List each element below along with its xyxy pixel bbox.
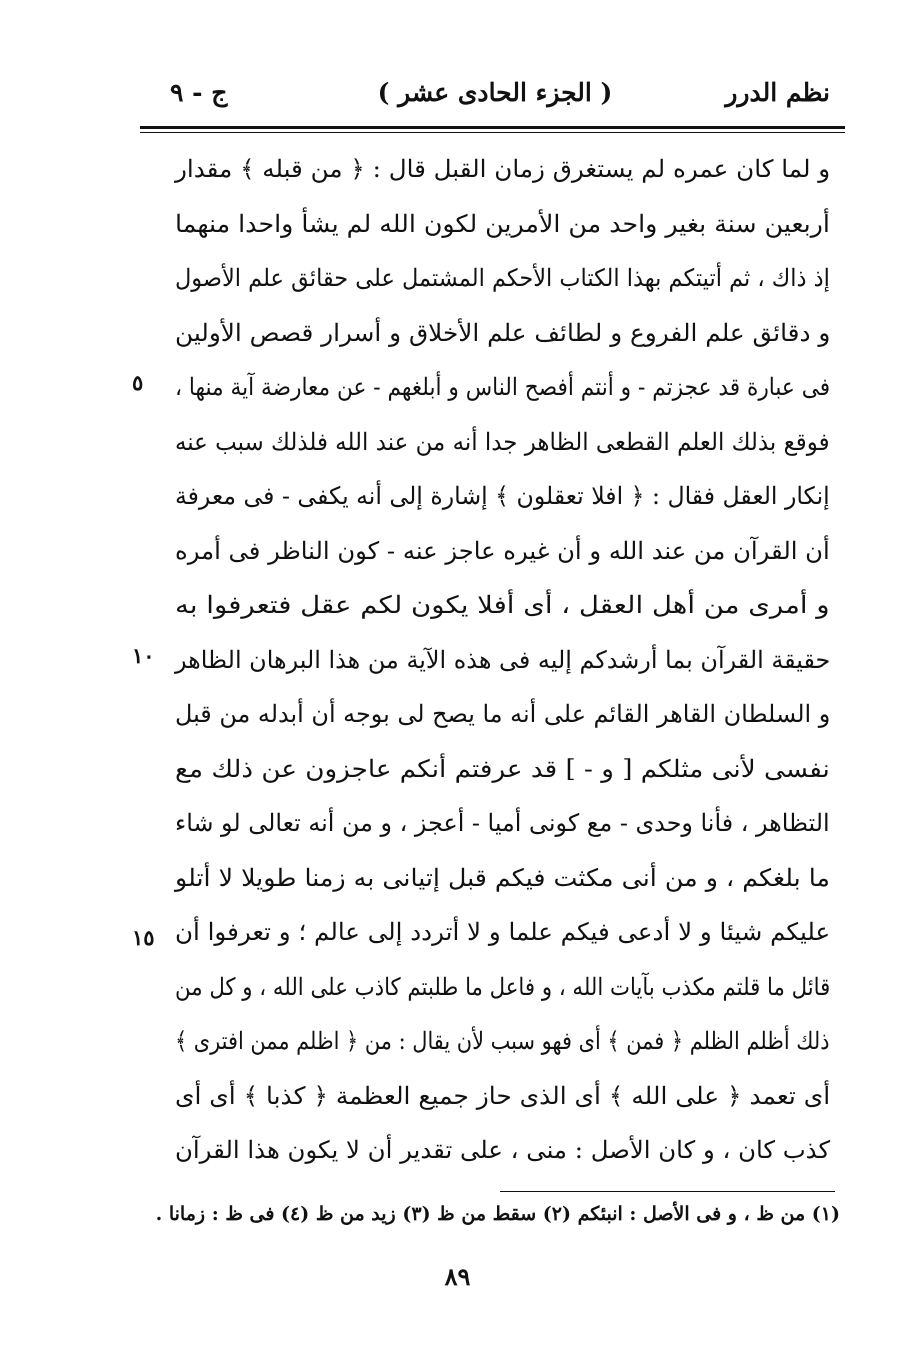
footnote-rule xyxy=(500,1191,835,1192)
book-title: نظم الدرر xyxy=(725,78,830,107)
header-rule-thick xyxy=(140,126,845,129)
text-line: و أمرى من أهل العقل ، أى أفلا يكون لكم عقل فتعرفوا به xyxy=(175,591,830,619)
text-line: نفسى لأنى مثلكم [ و - ] قد عرفتم أنكم عاجزون عن ذلك مع xyxy=(175,754,830,783)
text-line: عليكم شيئا و لا أدعى فيكم علما و لا أتردد إلى عالم ؛ و تعرفوا أن xyxy=(174,918,830,946)
header-rule-thin xyxy=(140,132,845,133)
text-line: حقيقة القرآن بما أرشدكم إليه فى هذه الآية من هذا البرهان الظاهر xyxy=(174,645,830,674)
text-line: فى عبارة قد عجزتم - و أنتم أفصح الناس و أبلغهم - عن معارضة آية منها ، xyxy=(174,373,830,401)
text-line: و السلطان القاهر القائم على أنه ما يصح لى بوجه أن أبدله من قبل xyxy=(174,700,830,728)
line-number-10: ١٠ xyxy=(132,643,155,668)
text-line: ما بلغكم ، و من أنى مكثت فيكم قبل إتيانى به زمنا طويلا لا أتلو xyxy=(175,863,830,892)
running-header xyxy=(160,78,830,118)
text-line: إذ ذاك ، ثم أتيتكم بهذا الكتاب الأحكم المشتمل على حقائق علم الأصول xyxy=(175,264,830,292)
text-line: أن القرآن من عند الله و أن غيره عاجز عنه - كون الناظر فى أمره xyxy=(175,536,830,565)
text-line: و دقائق علم الفروع و لطائف علم الأخلاق و أسرار قصص الأولين xyxy=(174,318,830,347)
line-number-15: ١٥ xyxy=(132,925,155,950)
text-line: أربعين سنة بغير واحد من الأمرين لكون الله لم يشأ واحدا منهما xyxy=(175,209,830,238)
text-line: فوقع بذلك العلم القطعى الظاهر جدا أنه من عند الله فلذلك سبب عنه xyxy=(175,427,830,456)
page-number: ٨٩ xyxy=(444,1262,471,1291)
part-title: ( الجزء الحادى عشر ) xyxy=(377,78,613,107)
text-line: و لما كان عمره لم يستغرق زمان القبل قال : ﴿ من قبله ﴾ مقدار xyxy=(174,155,830,183)
text-line: إنكار العقل فقال : ﴿ افلا تعقلون ﴾ إشارة إلى أنه يكفى - فى معرفة xyxy=(175,482,830,510)
text-line: التظاهر ، فأنا وحدى - مع كونى أميا - أعجز ، و من أنه تعالى لو شاء xyxy=(175,809,830,837)
text-line: ذلك أظلم الظلم ﴿ فمن ﴾ أى فهو سبب لأن يقال : من ﴿ اظلم ممن افترى ﴾ xyxy=(175,1027,830,1055)
text-line: قائل ما قلتم مكذب بآيات الله ، و فاعل ما طلبتم كاذب على الله ، و كل من xyxy=(174,972,830,1001)
text-line: أى تعمد ﴿ على الله ﴾ أى الذى حاز جميع العظمة ﴿ كذبا ﴾ أى أى xyxy=(174,1081,830,1110)
line-number-5: ٥ xyxy=(132,370,144,395)
volume-reference: ج - ٩ xyxy=(170,78,228,107)
text-line: كذب كان ، و كان الأصل : منى ، على تقدير أن لا يكون هذا القرآن xyxy=(174,1136,830,1164)
footnote: (١) من ظ ، و فى الأصل : انبئكم (٢) سقط من ظ (٣) زيد من ظ (٤) فى ظ : زمانا . xyxy=(155,1203,840,1225)
main-text-block xyxy=(175,142,830,1178)
